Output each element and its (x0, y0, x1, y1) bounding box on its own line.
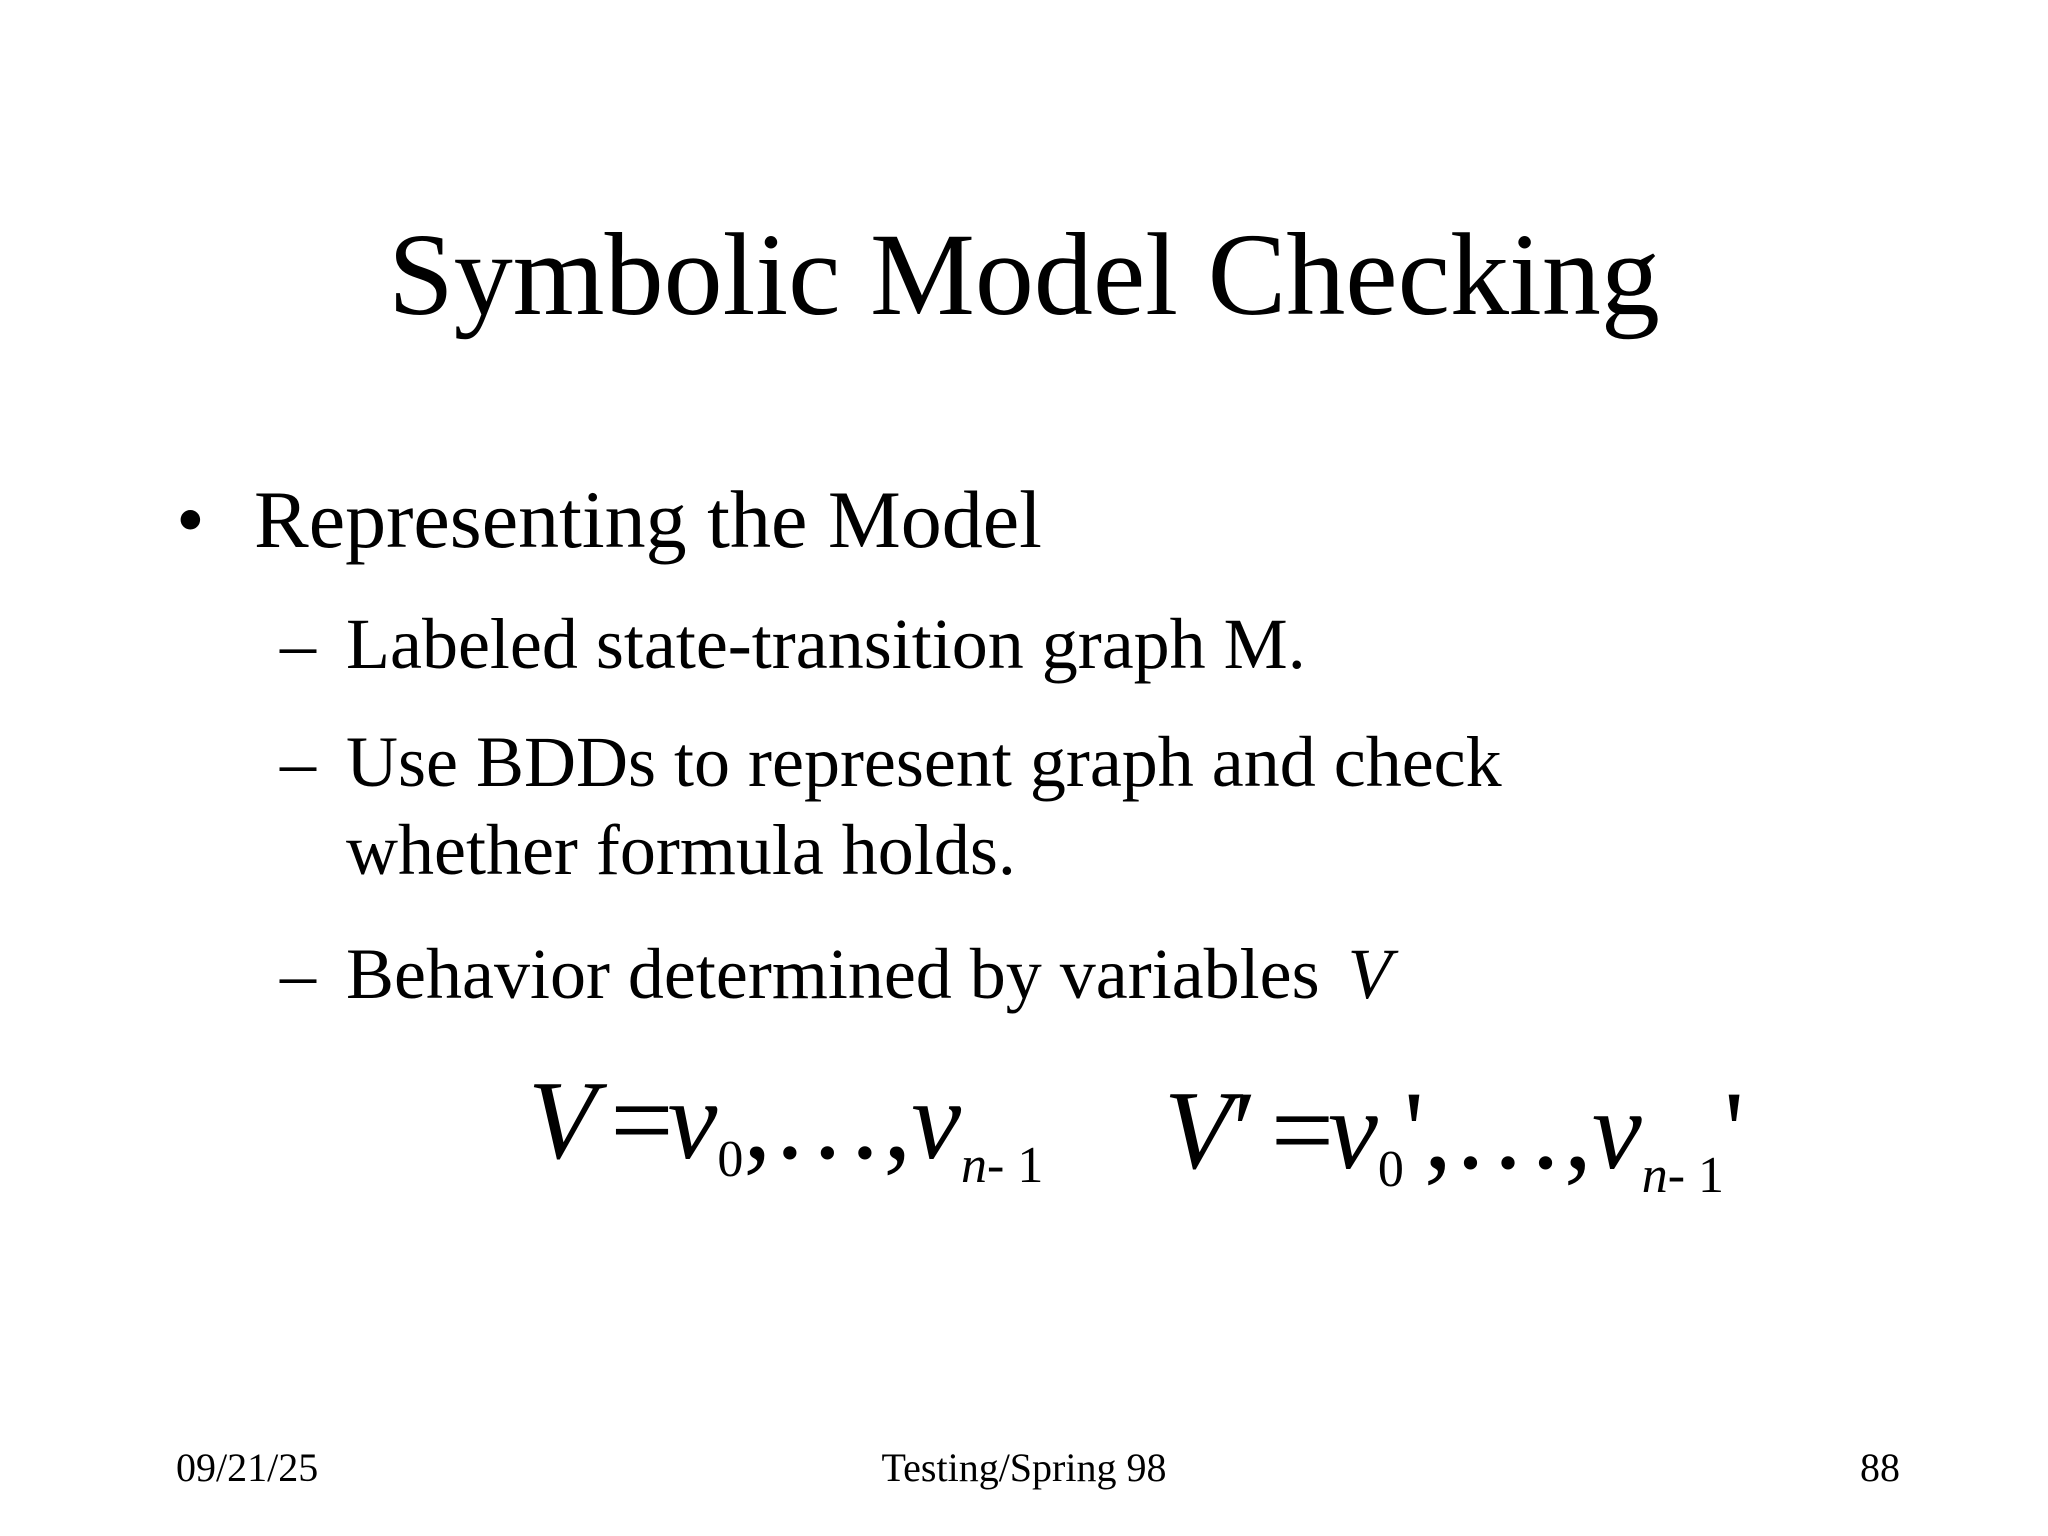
formula-sub-0: 0 (717, 1131, 744, 1188)
sub-item-2 (280, 718, 1502, 894)
formula-ellipsis: ,…, (743, 1059, 912, 1183)
formula-end-prime: ' (1724, 1069, 1745, 1193)
formula-equals: = (1270, 1069, 1335, 1193)
formula-equals: = (610, 1059, 674, 1183)
bullet-text: Representing the Model (254, 474, 1042, 565)
footer-date: 09/21/25 (176, 1445, 319, 1490)
formula-v (528, 1056, 1043, 1231)
footer-course: Testing/Spring 98 (881, 1445, 1167, 1490)
formula-vn: v (1592, 1069, 1642, 1193)
slide-title: Symbolic Model Checking (388, 209, 1660, 340)
formula-sub-minus-one: - 1 (1667, 1147, 1725, 1204)
dash-icon: – (280, 934, 316, 1014)
formula-ellipsis: ',…, (1403, 1069, 1592, 1193)
formula-lhs: V (1164, 1069, 1233, 1193)
sub-item-3 (280, 930, 1392, 1018)
formula-sub-n: n (961, 1137, 988, 1194)
dash-icon: – (280, 604, 316, 684)
sub-item-text-continued: whether formula holds. (346, 810, 1016, 890)
dash-icon: – (280, 722, 316, 802)
formula-sub-n: n (1641, 1147, 1668, 1204)
footer-page-number: 88 (1860, 1445, 1900, 1490)
formula-sub-minus-one: - 1 (987, 1137, 1044, 1194)
sub-item-text: Use BDDs to represent graph and check (346, 722, 1502, 802)
sub-item-1 (280, 600, 1306, 688)
bullet-icon: • (176, 474, 205, 565)
bullet-item (176, 470, 1042, 570)
formula-v0: v (667, 1059, 718, 1183)
formula-v-prime (1164, 1066, 1744, 1241)
sub-item-text: Behavior determined by variables (346, 934, 1320, 1014)
formula-vn: v (911, 1059, 962, 1183)
formula-lhs: V (528, 1059, 597, 1183)
variable-v: V (1347, 934, 1392, 1014)
formula-prime: ′ (1232, 1069, 1257, 1193)
formula-v0: v (1328, 1069, 1378, 1193)
sub-item-text: Labeled state-transition graph M. (346, 604, 1306, 684)
formula-sub-0: 0 (1377, 1141, 1404, 1198)
